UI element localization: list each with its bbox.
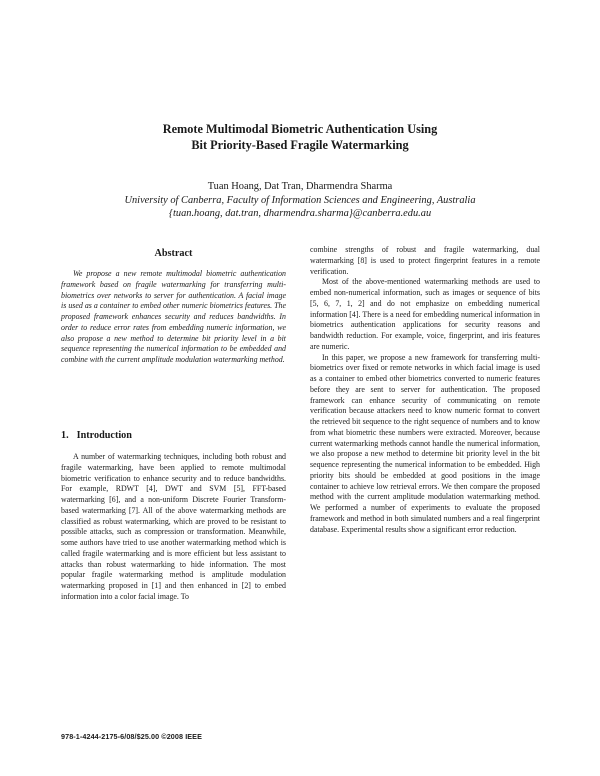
right-column	[310, 245, 540, 535]
abstract-text: We propose a new remote multimodal biometric authentication framework based on fragile watermarking for transferring multi-biometrics over networks to server for authentication. A facial image is used as a container to embed other numeric biometrics features. The proposed framework enhances security and reduces bandwidths. In order to reduce error rates from embedding numeric information, we also propose a new method to determine bit priority level in a bit sequence representing the numerical information to be embedded and combine with the current amplitude modulation watermarking method.	[61, 269, 286, 364]
author-names: Tuan Hoang, Dat Tran, Dharmendra Sharma	[207, 181, 393, 192]
right-paragraph-2: Most of the above-mentioned watermarking methods are used to embed non-numerical information, such as images or sequence of bits [5, 6, 7, 1, 2] and do not emphasize on embedding numerical information [4]. There is a need for embedding numerical information in biometrics authentication applications for security reasons and bandwidth reduction. For example, voice, fingerprint, and iris features are numeric.	[310, 277, 540, 351]
section-number: 1.	[61, 430, 69, 441]
section-heading-introduction	[61, 430, 286, 441]
introduction-text: A number of watermarking techniques, including both robust and fragile watermarking, have been applied to remote multimodal biometric verification to enhance security and to reduce bandwidths. For example, RDWT [4], DWT and SVM [5], FFT-based watermarking [6], and a non-uniform Discrete Fourier Transform-based watermarking [7]. All of the above watermarking methods are classified as robust watermarking, which are proved to be resistant to possible attacks, such as compression or transformation. Meanwhile, some authors have tried to use another watermarking method which is called fragile watermarking and is more efficient but less assistant to attacks than robust watermarking to hide information. The most popular fragile watermarking method is amplitude modulation watermarking proposed in [1] and then enhanced in [2] to embed information into a color facial image. To	[61, 452, 286, 601]
author-block	[0, 180, 600, 221]
right-paragraph-1: combine strengths of robust and fragile watermarking, dual watermarking [8] is used to protect fingerprint features in a remote verification.	[310, 245, 540, 276]
paper-title	[0, 121, 600, 153]
copyright-footer: 978-1-4244-2175-6/08/$25.00 ©2008 IEEE	[61, 732, 202, 741]
author-emails: {tuan.hoang, dat.tran, dharmendra.sharma}@canberra.edu.au	[168, 208, 432, 219]
title-line-1: Remote Multimodal Biometric Authentication Using	[162, 122, 438, 136]
right-paragraph-3: In this paper, we propose a new framework for transferring multi-biometrics over fixed or remote networks in which facial image is used as a container to embed other biometrics converted to numeric features before they are sent to server for authentication. The proposed framework can enhance security of communicating on remote verification because attackers need to know numeric format to convert the retrieved bit sequence to the right sequence of numbers and to know from what biometric these numbers were extracted. Moreover, because current watermarking methods cannot handle the numerical information, we also propose a new method to determine bit priority level in the bit sequence representing the numerical information to be embedded. High priority bits should be embedded at good positions in the image container to achieve low retrieval errors. We then compare the proposed method with the current amplitude modulation watermarking method. We performed a number of experiments to evaluate the proposed framework and method in both simulated numbers and a real fingerprint database. Experimental results show a significant error reduction.	[310, 352, 540, 534]
abstract-heading: Abstract	[154, 248, 193, 259]
section-title: Introduction	[76, 430, 132, 441]
author-affiliation: University of Canberra, Faculty of Information Sciences and Engineering, Australia	[124, 194, 476, 206]
title-line-2: Bit Priority-Based Fragile Watermarking	[191, 138, 409, 152]
